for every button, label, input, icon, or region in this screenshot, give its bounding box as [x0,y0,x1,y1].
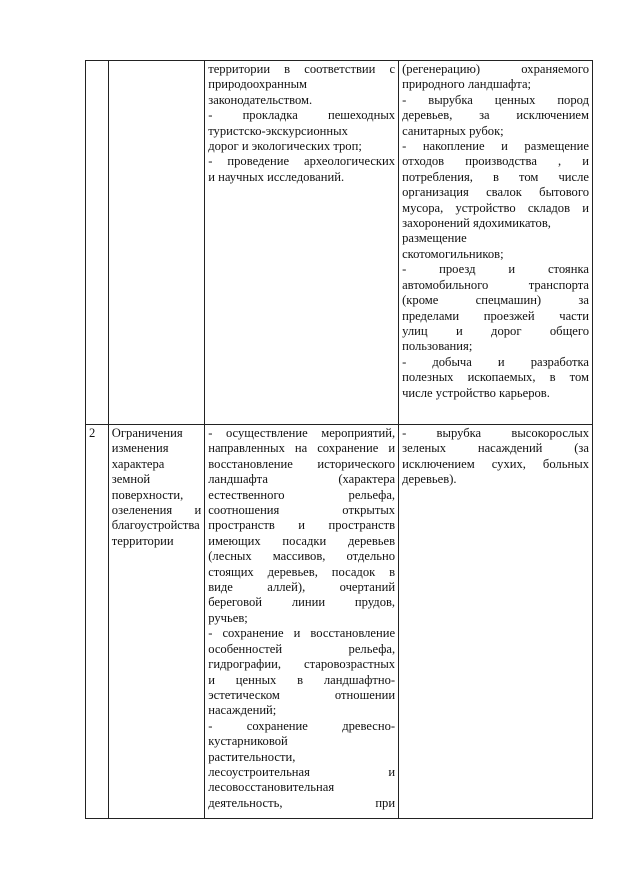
row-number: 2 [89,426,96,440]
cell-line: естественного рельефа, [208,487,396,502]
row-title-cell [108,425,204,819]
prohibitions-cell [399,425,593,819]
cell-line: отходов производства , и [402,154,589,169]
cell-line: пространств и пространств [208,518,396,533]
cell-line: озеленения и [111,503,202,518]
cell-line: скотомогильников; [402,246,504,261]
cell-line: мусора, устройство складов и [402,200,589,215]
cell-line: характера земной [111,456,165,487]
row-number-cell [86,61,109,425]
cell-line: деревьев). [402,472,457,487]
cell-line: Ограничения [111,426,183,440]
cell-line: растительности, [208,749,296,764]
cell-line: зеленых насаждений (за [402,441,589,456]
cell-line: захоронений ядохимикатов, [402,216,551,231]
cell-line: санитарных рубок; [402,123,504,138]
cell-line: улиц и дорог общего [402,323,589,338]
cell-line: эстетическом отношении [208,687,396,702]
measures-cell [205,425,399,819]
cell-line: и ценных в ландшафтно- [208,672,396,687]
cell-line: восстановление исторического [208,456,396,471]
cell-line: насаждений; [208,703,277,718]
cell-line: особенностей рельефа, [208,641,396,656]
restrictions-table [85,60,593,819]
cell-line: потребления, в том числе [402,169,589,184]
cell-line: - проезд и стоянка [402,262,589,277]
cell-line: ландшафта (характера [208,472,396,487]
cell-line: территории в соответствии с [208,62,396,76]
cell-line: поверхности, [111,487,184,502]
cell-line: законодательством. [208,92,313,107]
cell-line: пределами проезжей части [402,308,589,323]
cell-line: гидрографии, старовозрастных [208,657,396,672]
cell-line: направленных на сохранение и [208,441,396,456]
table-row [86,425,593,819]
cell-line: - накопление и размещение [402,139,589,154]
prohibitions-cell [399,61,593,425]
cell-line: кустарниковой [208,734,288,749]
cell-line: организация свалок бытового [402,185,589,200]
cell-line: деревьев, за исключением [402,108,589,123]
cell-line: - сохранение древесно- [208,718,396,733]
cell-line: - вырубка ценных пород [402,92,589,107]
cell-line: - проведение археологических [208,154,396,169]
cell-line: соотношения открытых [208,503,396,518]
cell-line: полезных ископаемых, в том [402,370,589,385]
cell-line: и научных исследований. [208,169,345,184]
cell-line: (лесных массивов, отдельно [208,549,396,564]
cell-line: деятельность, при [208,795,396,810]
cell-line: размещение [402,231,467,246]
cell-line: природоохранным [208,77,308,92]
table-row [86,61,593,425]
cell-line: береговой линии прудов, [208,595,396,610]
cell-line: числе устройство карьеров. [402,385,550,400]
cell-line: территории [111,533,174,548]
cell-line: имеющих посадки деревьев [208,533,396,548]
cell-line: изменения [111,441,169,456]
cell-line: - вырубка высокорослых [402,426,589,440]
cell-line: ручьев; [208,610,248,625]
cell-line: - сохранение и восстановление [208,626,396,641]
cell-line: виде аллей), очертаний [208,580,396,595]
cell-line: пользования; [402,339,473,354]
cell-line: - добыча и разработка [402,354,589,369]
cell-line: дорог и экологических троп; [208,139,362,154]
cell-line: лесовосстановительная [208,780,335,795]
cell-line: (регенерацию) охраняемого [402,62,589,76]
measures-cell [205,61,399,425]
cell-line: - осуществление мероприятий, [208,426,396,440]
cell-line: стоящих деревьев, посадок в [208,564,396,579]
cell-line: (кроме спецмашин) за [402,293,589,308]
cell-line: лесоустроительная и [208,764,396,779]
row-title-cell [108,61,204,425]
cell-line: природного ландшафта; [402,77,532,92]
cell-line: - прокладка пешеходных [208,108,396,123]
row-number-cell [86,425,109,819]
cell-line: туристско-экскурсионных [208,123,348,138]
cell-line: автомобильного транспорта [402,277,589,292]
cell-line: исключением сухих, больных [402,456,589,471]
cell-line: благоустройства [111,518,200,533]
